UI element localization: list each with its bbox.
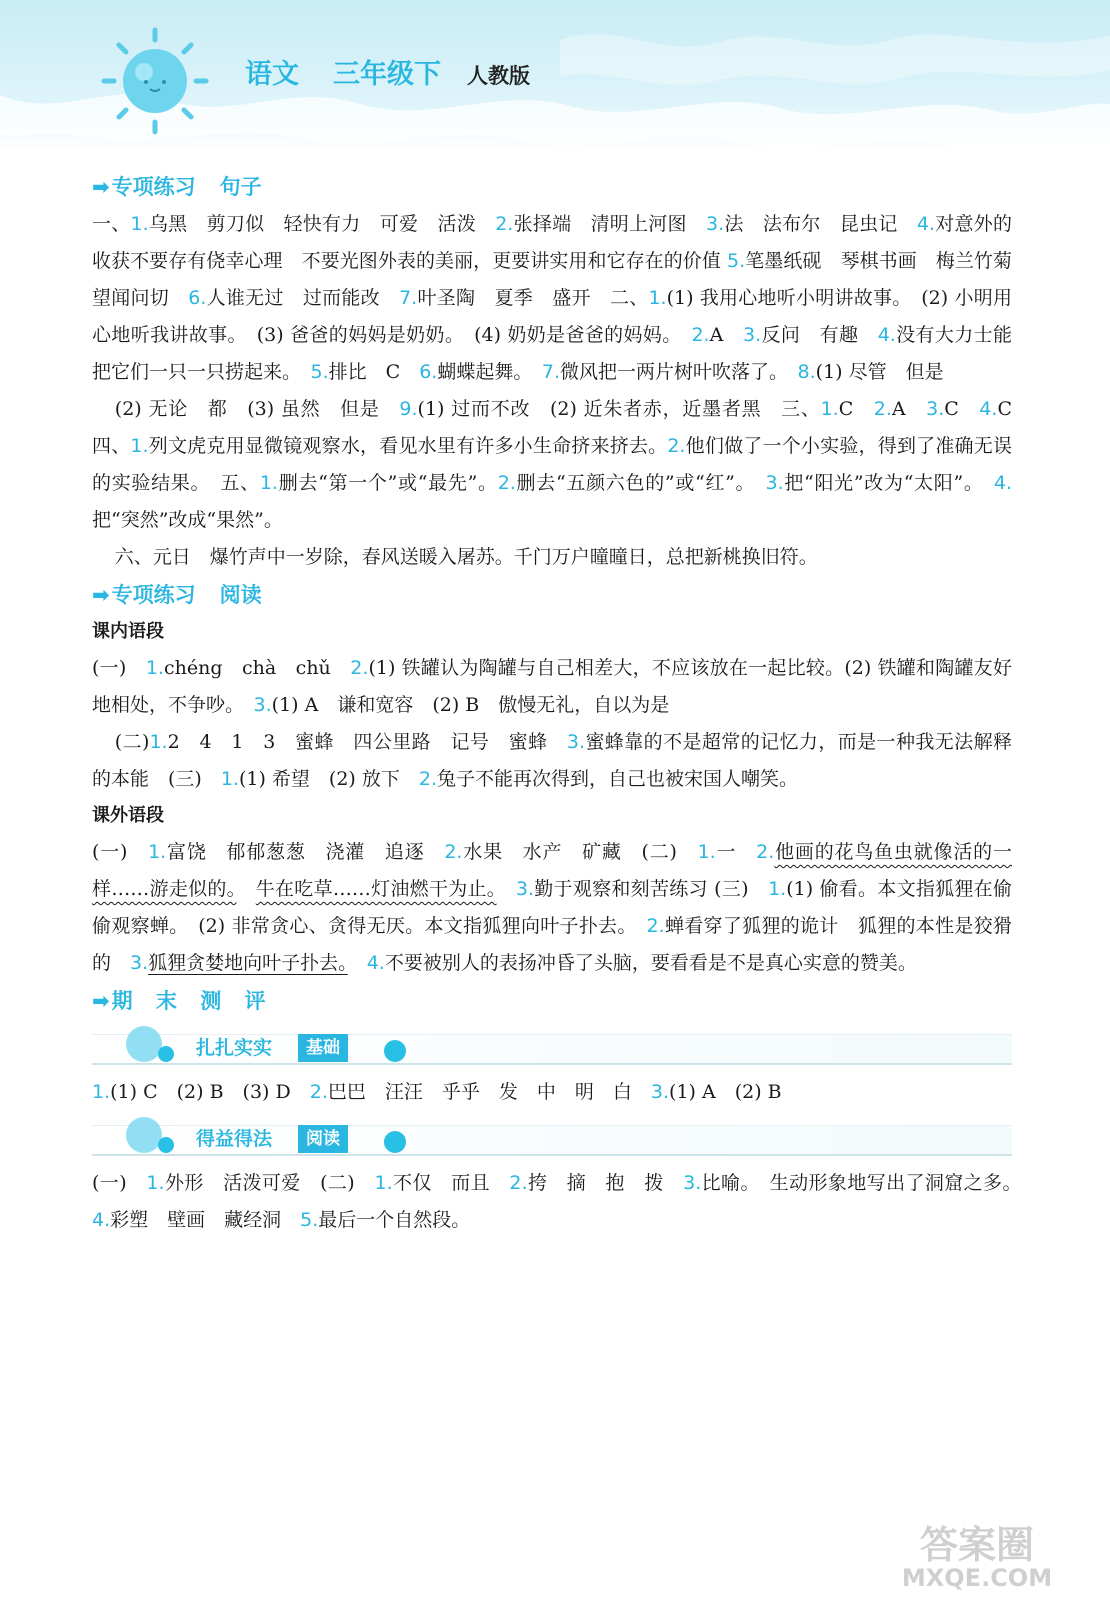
answers-sentences-part2: (2) 无论 都 (3) 虽然 但是 9.(1) 过而不改 (2) 近朱者赤，近墨者黑 三、1.C 2.A 3.C 4.C 四、1.列文虎克用显微镜观察水，看见水里有许多小生命挤来挤去。2.他们做了一个小实验，得到了准确无误的实验结果。 五、1.删去“第一个”或“最先”。2.删去“五颜六色的”或“红”。 3.把“阳光”改为“太阳”。 4.把“突然”改成“果然”。 (92, 398, 1031, 531)
arrow-icon: ➡ (92, 989, 110, 1013)
banner-tag: 基础 (298, 1034, 348, 1062)
bubble-icon (158, 1137, 174, 1153)
bubble-icon (158, 1046, 174, 1062)
header-subject: 语文 (245, 59, 299, 90)
arrow-icon: ➡ (92, 583, 110, 607)
svg-text:MXQE.COM: MXQE.COM (901, 1564, 1053, 1592)
answers-final-basics: 1.(1) C (2) B (3) D 2.巴巴 汪汪 乎乎 发 中 明 白 3.(1) A (2) B (92, 1081, 782, 1103)
answer-content (92, 168, 1031, 1239)
answers-reading-inner-2: (二)1.2 4 1 3 蜜蜂 四公里路 记号 蜜蜂 3.蜜蜂靠的不是超常的记忆力，而是一种我无法解释的本能 (三) 1.(1) 希望 (2) 放下 2.兔子不能再次得到，自己也被宋国人嘲笑。 (92, 731, 1012, 790)
banner-tag: 阅读 (298, 1125, 348, 1153)
underlined-answer: 狐狸贪婪地向叶子扑去。 (148, 952, 348, 974)
banner-reading: 得益得法 阅读 (92, 1115, 1012, 1165)
answers-final-reading: (一) 1.外形 活泼可爱 (二) 1.不仅 而且 2.挎 摘 抱 拨 3.比喻。 生动形象地写出了洞窟之多。 4.彩塑 壁画 藏经洞 5.最后一个自然段。 (92, 1172, 1031, 1231)
header-title (245, 52, 530, 91)
watermark-logo (872, 1514, 1082, 1592)
answers-sentences-part6: 六、元日 爆竹声中一岁除，春风送暖入屠苏。千门万户曈曈日，总把新桃换旧符。 (114, 546, 818, 568)
bubble-icon (384, 1131, 406, 1153)
answers-reading-outer: (一) 1.富饶 郁郁葱葱 浇灌 追逐 2.水果 水产 矿藏 (二) 1.一 2.他画的花鸟鱼虫就像活的一样……游走似的。 牛在吃草……灯油燃干为止。 3.勤于观察和刻苦练习 (三) 1.(1) 偷看。本文指狐狸在偷偷观察蝉。 (2) 非常贪心、贪得无厌。本文指狐狸向叶子扑去。 2.蝉看穿了狐狸的诡计 狐狸的本性是狡猾的 3.狐狸贪婪地向叶子扑去。 4.不要被别人的表扬冲昏了头脑，要看看是不是真心实意的赞美。 (92, 841, 1012, 974)
section-heading-sentences: ➡专项练习 句子 (92, 175, 262, 199)
section-heading-final-test: ➡期 末 测 评 (92, 989, 274, 1013)
bubble-icon (126, 1117, 162, 1153)
subhead-in-class: 课内语段 (92, 621, 164, 642)
header-grade: 三年级下 (333, 59, 441, 90)
section-heading-reading: ➡专项练习 阅读 (92, 583, 262, 607)
banner-basics: 扎扎实实 基础 (92, 1024, 1012, 1074)
svg-text:答案圈: 答案圈 (919, 1523, 1035, 1567)
arrow-icon: ➡ (92, 175, 110, 199)
answers-sentences-part1: 一、1.乌黑 剪刀似 轻快有力 可爱 活泼 2.张择端 清明上河图 3.法 法布尔 昆虫记 4.对意外的收获不要存有侥幸心理 不要光图外表的美丽，更要讲实用和它存在的价值 5.笔墨纸砚 琴棋书画 梅兰竹菊 望闻问切 6.人谁无过 过而能改 7.叶圣陶 夏季 盛开 二、1.(1) 我用心地听小明讲故事。 (2) 小明用心地听我讲故事。 (3) 爸爸的妈妈是奶奶。 (4) 奶奶是爸爸的妈妈。 2.A 3.反问 有趣 4.没有大力士能把它们一只一只捞起来。 5.排比 C 6.蝴蝶起舞。 7.微风把一两片树叶吹落了。 8.(1) 尽管 但是 (92, 213, 1031, 383)
wavy-underlined-answer: 牛在吃草……灯油燃干为止。 (255, 878, 497, 900)
answers-reading-inner-1: (一) 1.chéng chà chǔ 2.(1) 铁罐认为陶罐与自己相差大，不应该放在一起比较。(2) 铁罐和陶罐友好地相处，不争吵。 3.(1) A 谦和宽容 (2) B 傲慢无礼，自以为是 (92, 657, 1013, 716)
sun-icon (100, 26, 210, 136)
subhead-extracurricular: 课外语段 (92, 805, 164, 826)
header-version: 人教版 (467, 64, 530, 88)
bubble-icon (384, 1040, 406, 1062)
bubble-icon (126, 1026, 162, 1062)
wavy-underlined-answer: 他画的花鸟鱼虫就像活的一样……游走似的。 (92, 841, 1012, 900)
